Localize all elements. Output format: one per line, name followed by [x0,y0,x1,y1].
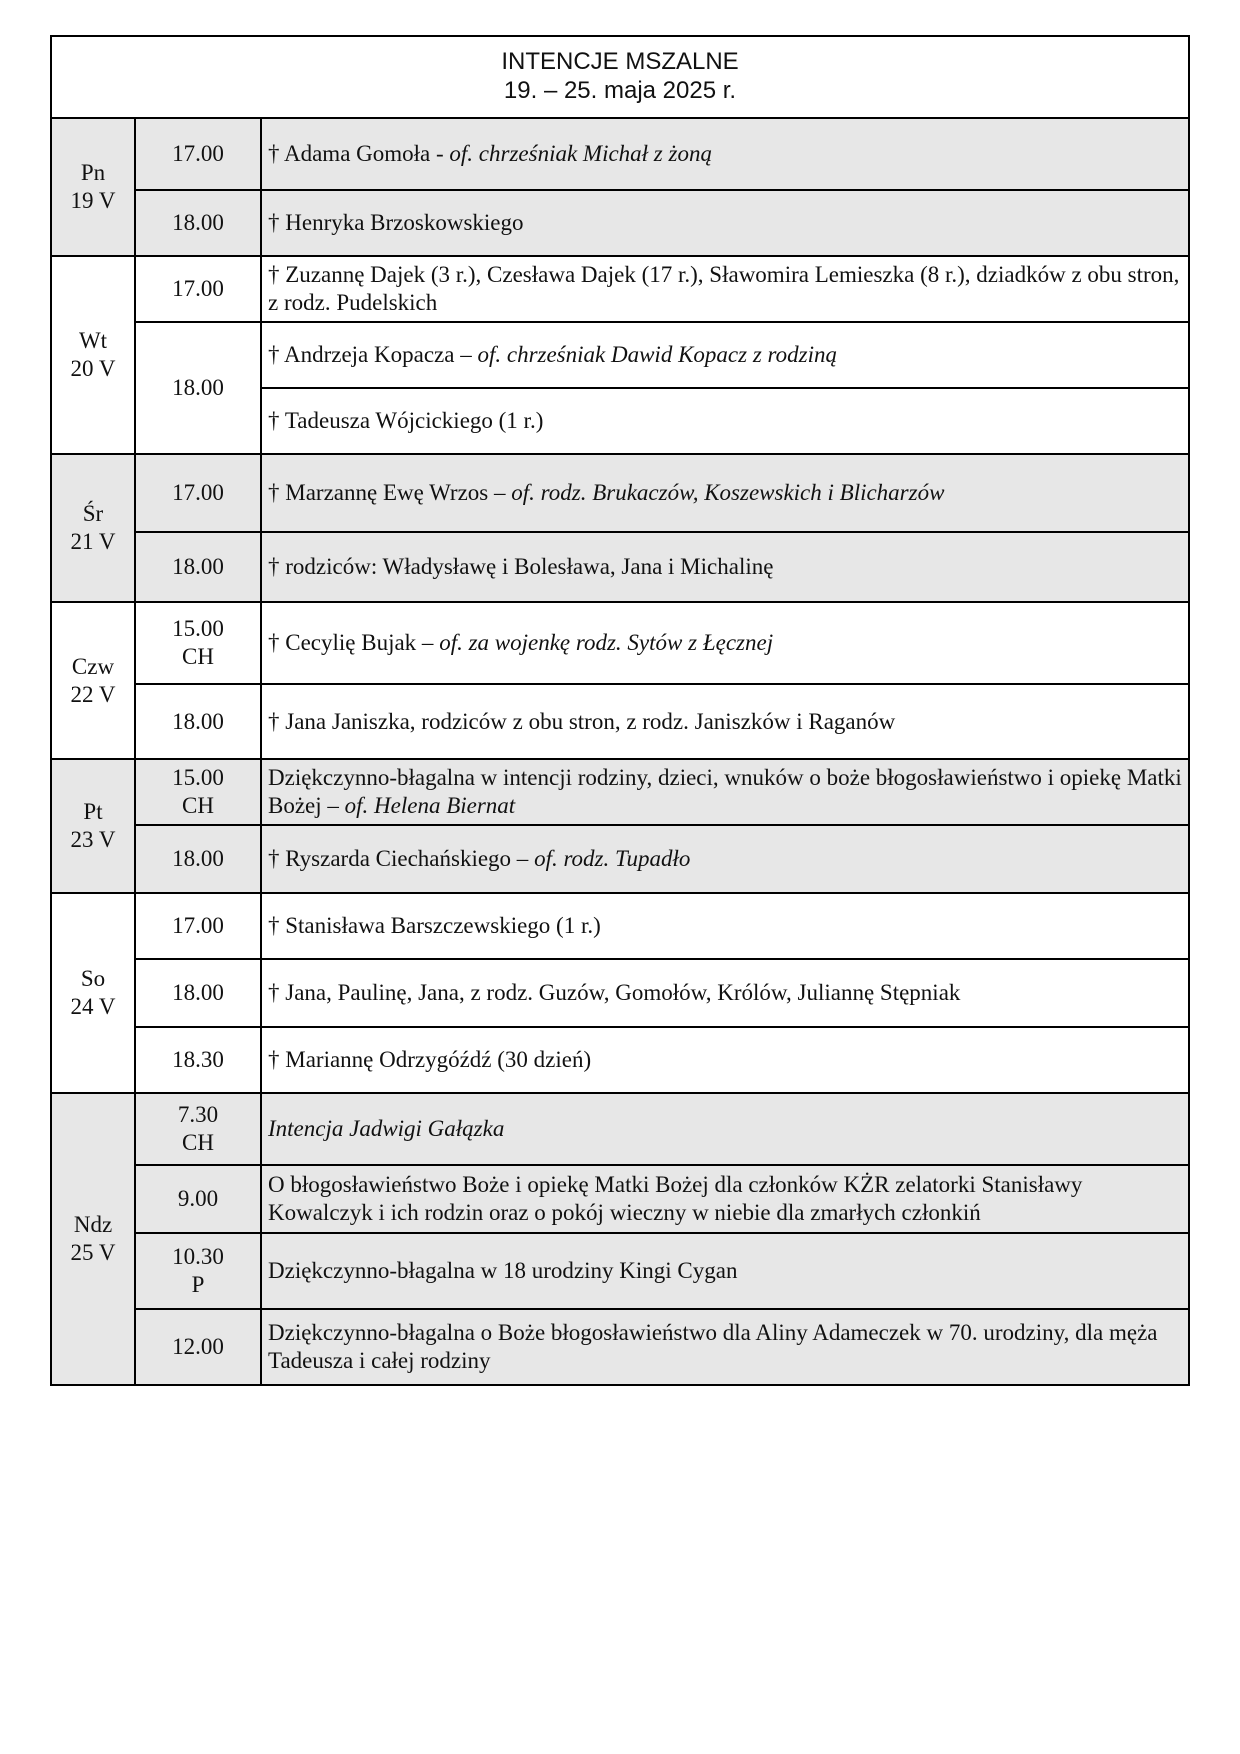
mass-time: 17.00 [135,256,261,322]
intention-cell: † Jana Janiszka, rodziców z obu stron, z rodz. Janiszków i Raganów [261,684,1189,759]
offering-text: of. Helena Biernat [344,793,516,818]
mass-row [51,1165,1189,1233]
mass-time: 18.30 [135,1027,261,1093]
intention-cell: O błogosławieństwo Boże i opiekę Matki Bożej dla członków KŻR zelatorki Stanisławy Kowalczyk i ich rodzin oraz o pokój wieczny w niebie dla zmarłych członkiń [261,1165,1189,1233]
mass-intentions-table [50,35,1190,1386]
day-name: Ndz [73,1212,113,1238]
mass-time: 10.30 P [135,1233,261,1309]
day-date: 22 V [70,681,116,707]
page-title: INTENCJE MSZALNE [501,48,739,76]
day-cell [51,256,135,454]
day-date: 19 V [70,188,116,213]
mass-time: 18.00 [135,532,261,602]
mass-time: 17.00 [135,118,261,190]
offering-text: of. chrześniak Michał z żoną [449,141,712,167]
day-cell [51,118,135,256]
mass-time: 9.00 [135,1165,261,1233]
mass-row [51,1309,1189,1385]
intention-cell: † Tadeusza Wójcickiego (1 r.) [261,388,1189,454]
mass-time: 12.00 [135,1309,261,1385]
day-cell [51,893,135,1093]
day-name: Wt [78,328,108,354]
intention-cell: † Stanisława Barszczewskiego (1 r.) [261,893,1189,959]
mass-type: CH [182,793,214,818]
intention-cell: Dziękczynno-błagalna o Boże błogosławieństwo dla Aliny Adameczek w 70. urodziny, dla męża Tadeusza i całej rodziny [261,1309,1189,1385]
mass-row [51,322,1189,388]
mass-row [51,118,1189,190]
mass-row [51,1233,1189,1309]
mass-row [51,759,1189,825]
intention-cell: † Marzannę Ewę Wrzos – of. rodz. Brukaczów, Koszewskich i Blicharzów [261,454,1189,532]
mass-row [51,1093,1189,1165]
intention-cell: † Adama Gomoła - of. chrześniak Michał z żoną [261,118,1189,190]
mass-time: 18.00 [135,825,261,893]
day-cell [51,454,135,602]
day-cell [51,759,135,893]
mass-row [51,602,1189,684]
mass-row [51,893,1189,959]
day-name: Pn [80,160,106,186]
day-date: 20 V [70,356,116,381]
mass-row [51,190,1189,256]
offering-text: of. rodz. Tupadło [534,846,691,872]
mass-row [51,825,1189,893]
day-name: Śr [82,501,104,527]
intention-cell: † Cecylię Bujak – of. za wojenkę rodz. Sytów z Łęcznej [261,602,1189,684]
mass-time: 18.00 [135,322,261,454]
intention-cell: † Henryka Brzoskowskiego [261,190,1189,256]
intention-cell: † Zuzannę Dajek (3 r.), Czesława Dajek (17 r.), Sławomira Lemieszka (8 r.), dziadków z obu stron, z rodz. Pudelskich [261,256,1189,322]
offering-text: Intencja Jadwigi Gałązka [268,1116,505,1142]
mass-row [51,454,1189,532]
mass-time: 17.00 [135,893,261,959]
offering-text: of. za wojenkę rodz. Sytów z Łęcznej [439,630,774,656]
date-range: 19. – 25. maja 2025 r. [503,77,737,104]
mass-type: CH [182,644,214,669]
mass-time: 17.00 [135,454,261,532]
intention-cell: † rodziców: Władysławę i Bolesława, Jana i Michalinę [261,532,1189,602]
intention-cell [261,1093,1189,1165]
mass-time: 15.00 CH [135,759,261,825]
intention-cell: † Jana, Paulinę, Jana, z rodz. Guzów, Gomołów, Królów, Juliannę Stępniak [261,959,1189,1027]
intention-cell: Dziękczynno-błagalna w 18 urodziny Kingi Cygan [261,1233,1189,1309]
day-name: Czw [71,653,115,679]
mass-row [51,684,1189,759]
mass-time: 18.00 [135,959,261,1027]
header-row [51,36,1189,118]
day-date: 24 V [70,994,116,1019]
mass-row [51,256,1189,322]
day-name: Pt [83,799,103,825]
schedule-header [51,36,1189,118]
mass-time: 18.00 [135,190,261,256]
mass-type: P [191,1272,205,1297]
mass-row [51,532,1189,602]
intention-cell: † Andrzeja Kopacza – of. chrześniak Dawid Kopacz z rodziną [261,322,1189,388]
intention-cell: † Ryszarda Ciechańskiego – of. rodz. Tupadło [261,825,1189,893]
mass-time: 7.30 CH [135,1093,261,1165]
mass-type: CH [182,1130,214,1155]
offering-text: of. rodz. Brukaczów, Koszewskich i Blicharzów [511,480,945,506]
day-date: 25 V [70,1240,116,1265]
intention-cell: Dziękczynno-błagalna w intencji rodziny, dzieci, wnuków o boże błogosławieństwo i opiekę Matki Bożej – of. Helena Biernat [261,759,1189,825]
offering-text: of. chrześniak Dawid Kopacz z rodziną [477,342,837,368]
day-cell [51,1093,135,1385]
intention-cell: † Mariannę Odrzygóźdź (30 dzień) [261,1027,1189,1093]
mass-row [51,1027,1189,1093]
day-cell [51,602,135,759]
day-date: 23 V [70,827,116,852]
mass-time: 15.00 CH [135,602,261,684]
day-date: 21 V [70,529,116,554]
day-name: So [80,966,106,992]
mass-time: 18.00 [135,684,261,759]
mass-row [51,959,1189,1027]
